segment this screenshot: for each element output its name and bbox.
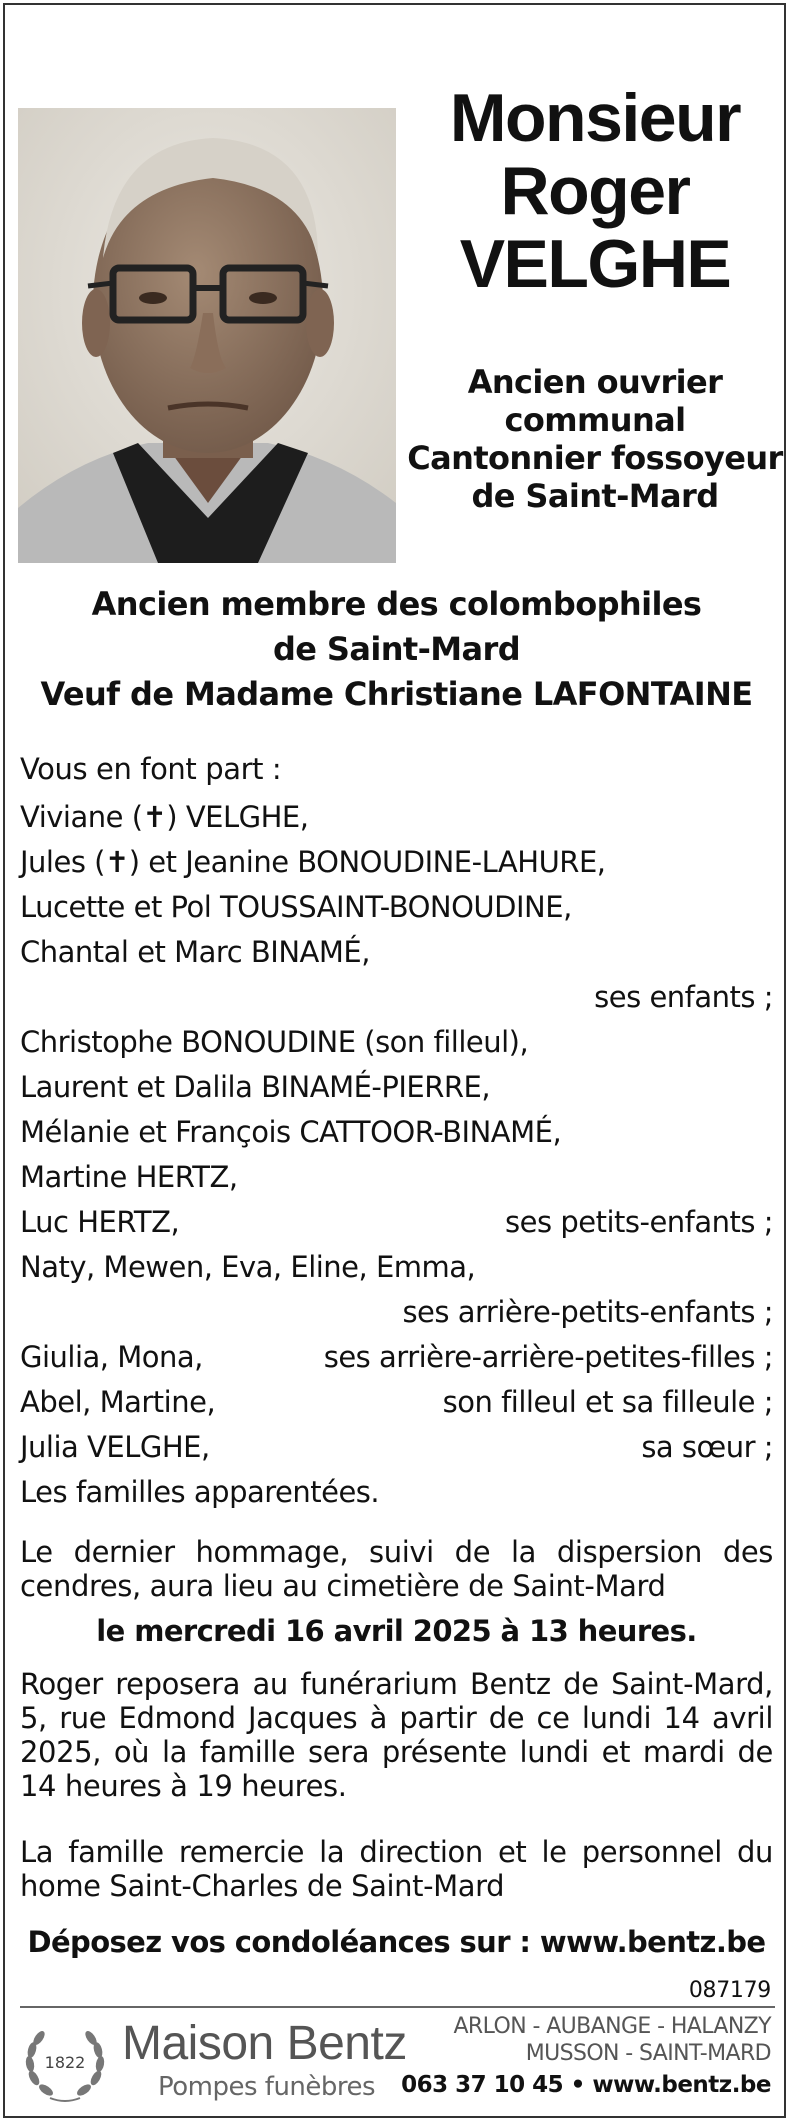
- deceased-name: [400, 82, 790, 301]
- relative-row: [20, 1425, 773, 1470]
- relative-names: Laurent et Dalila BINAMÉ-PIERRE,: [20, 1070, 491, 1104]
- relationship-label: ses petits-enfants ;: [505, 1205, 773, 1239]
- relative-names: Giulia, Mona,: [20, 1340, 203, 1374]
- relatives-list: [20, 795, 773, 1515]
- relative-names: Mélanie et François CATTOOR-BINAMÉ,: [20, 1115, 562, 1149]
- membership-line: de Saint-Mard: [272, 630, 521, 668]
- brand-subtitle: Pompes funèbres: [158, 2072, 376, 2102]
- condolences-link[interactable]: Déposez vos condoléances sur : www.bentz.be: [27, 1925, 766, 1959]
- visitation-text: Roger reposera au funérarium Bentz de Saint-Mard, 5, rue Edmond Jacques à partir de ce lundi 14 avril 2025, où la famille sera présente lundi et mardi de 14 heures à 19 heures.: [20, 1667, 773, 1803]
- relative-names: Jules (✝) et Jeanine BONOUDINE-LAHURE,: [20, 845, 606, 879]
- relative-row: [20, 795, 773, 840]
- relationship-label: son filleul et sa filleule ;: [442, 1385, 773, 1419]
- laurel-logo-icon: [20, 2016, 110, 2106]
- relative-role-row: [20, 1290, 773, 1335]
- ceremony-text: Le dernier hommage, suivi de la dispersion des cendres, aura lieu au cimetière de Saint-Mard: [20, 1535, 773, 1603]
- title-line: communal: [504, 401, 686, 439]
- name-line: Monsieur: [449, 80, 741, 156]
- widower-line: Veuf de Madame Christiane LAFONTAINE: [40, 675, 753, 713]
- relative-row: [20, 885, 773, 930]
- relationship-label: ses arrière-arrière-petites-filles ;: [323, 1340, 773, 1374]
- relationship-label: ses arrière-petits-enfants ;: [402, 1295, 773, 1329]
- relative-row: [20, 1020, 773, 1065]
- brand-name: Maison Bentz: [122, 2017, 407, 2070]
- relative-names: Christophe BONOUDINE (son filleul),: [20, 1025, 529, 1059]
- relative-row: [20, 1200, 773, 1245]
- relative-row: [20, 930, 773, 975]
- relative-names: Abel, Martine,: [20, 1385, 216, 1419]
- relative-row: [20, 840, 773, 885]
- relative-row: [20, 1380, 773, 1425]
- relationship-label: sa sœur ;: [641, 1430, 773, 1464]
- relative-row: [20, 1245, 773, 1290]
- relative-role-row: [20, 975, 773, 1020]
- relative-names: Viviane (✝) VELGHE,: [20, 800, 309, 834]
- relative-names: Naty, Mewen, Eva, Eline, Emma,: [20, 1250, 476, 1284]
- portrait-photo: [18, 108, 396, 563]
- relative-names: Luc HERTZ,: [20, 1205, 180, 1239]
- reference-number: 087179: [688, 1978, 771, 2003]
- relative-row: [20, 1065, 773, 1110]
- towns-line: MUSSON - SAINT-MARD: [525, 2041, 771, 2066]
- relative-names: Julia VELGHE,: [20, 1430, 210, 1464]
- relative-names: Martine HERTZ,: [20, 1160, 238, 1194]
- relative-names: Les familles apparentées.: [20, 1475, 380, 1509]
- title-line: Ancien ouvrier: [467, 363, 723, 401]
- title-line: de Saint-Mard: [471, 477, 719, 515]
- relative-row: [20, 1155, 773, 1200]
- intro-text: Vous en font part :: [20, 752, 282, 786]
- footer-divider: [20, 2006, 775, 2008]
- relative-names: Chantal et Marc BINAMÉ,: [20, 935, 370, 969]
- relative-row: [20, 1335, 773, 1380]
- contact-info[interactable]: 063 37 10 45 • www.bentz.be: [401, 2072, 771, 2098]
- title-line: Cantonnier fossoyeur: [407, 439, 783, 477]
- membership-block: [20, 582, 773, 717]
- relative-row: [20, 1110, 773, 1155]
- relative-names: Lucette et Pol TOUSSAINT-BONOUDINE,: [20, 890, 572, 924]
- logo-year: 1822: [44, 2053, 86, 2072]
- name-line: Roger: [500, 153, 690, 229]
- name-line: VELGHE: [459, 226, 731, 302]
- branch-towns: [453, 2013, 771, 2067]
- thanks-text: La famille remercie la direction et le personnel du home Saint-Charles de Saint-Mard: [20, 1835, 773, 1903]
- relative-row: [20, 1470, 773, 1515]
- membership-line: Ancien membre des colombophiles: [91, 585, 702, 623]
- towns-line: ARLON - AUBANGE - HALANZY: [453, 2014, 771, 2039]
- deceased-titles: [405, 363, 785, 515]
- relationship-label: ses enfants ;: [594, 980, 773, 1014]
- ceremony-date: le mercredi 16 avril 2025 à 13 heures.: [96, 1614, 697, 1648]
